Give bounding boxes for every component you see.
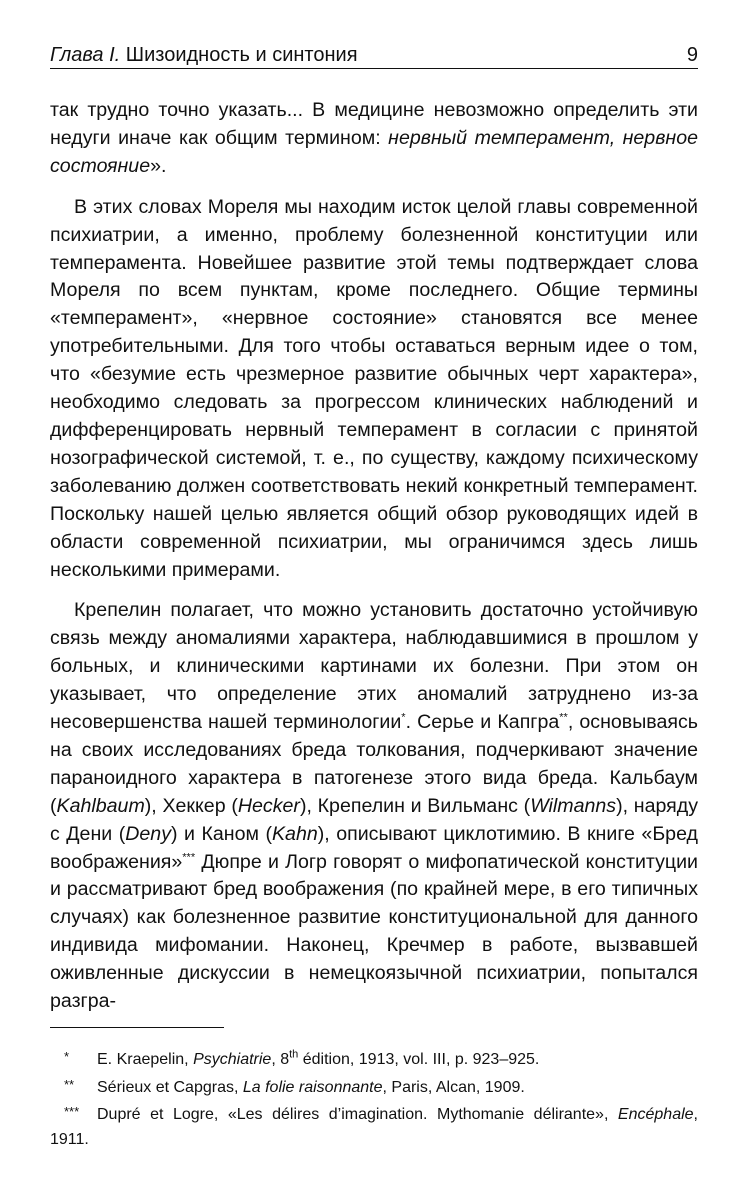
author-name-latin: Kahn — [271, 822, 318, 845]
footnote-mark: *** — [64, 1104, 80, 1119]
footnote-2 — [50, 1073, 698, 1101]
footnote-text: , Paris, Alcan, 1909. — [382, 1078, 525, 1096]
footnote-divider — [50, 1027, 224, 1028]
footnote-ref-2[interactable]: ** — [559, 711, 568, 724]
paragraph-3-text: Крепелин полагает, что можно установить достаточно устойчивую связь между аномалиями характера, наблюдавшимися в прошлом у больных, и клиническими картинами их болезни. При этом он указывает, что определение этих аномалий затруднено из-за несовершенства нашей терминологии — [50, 599, 698, 734]
paragraph-3-text: ), описывают циклотимию. В книге «Бред воображения» — [50, 822, 698, 873]
italic-phrase: нервный темперамент, нервное состояние — [50, 126, 699, 177]
footnote-text: , 1911. — [50, 1106, 698, 1148]
chapter-label: Глава I. — [50, 44, 121, 66]
footnote-ref-1[interactable]: * — [401, 711, 406, 724]
footnote-3 — [50, 1100, 698, 1152]
footnote-journal-title: Encéphale — [617, 1106, 694, 1123]
paragraph-3-text: Дюпре и Логр говорят о мифопатической конституции и рассматривают бред воображения (по крайней мере, в его типичных случаях) как болезненное развитие конституциональной для данного индивида мифомании. Наконец, Кречмер в работе, вызвавшей оживленные дискуссии в немецкоязычной психиатрии, попытался разгра- — [50, 850, 698, 1013]
footnote-book-title: Psychiatrie — [193, 1051, 272, 1068]
paragraph-1 — [50, 97, 698, 181]
author-name-latin: Hecker — [237, 794, 300, 817]
footnote-text: , 8 — [271, 1051, 290, 1068]
footnotes — [50, 1045, 698, 1152]
footnote-1 — [50, 1045, 698, 1073]
footnote-text: édition, 1913, vol. III, p. 923–925. — [298, 1051, 540, 1068]
author-name-latin: Wilmanns — [530, 794, 617, 817]
author-name-latin: Kahlbaum — [56, 794, 145, 817]
paragraph-1-text: так трудно точно указать... В медицине невозможно определить эти недуги иначе как общим термином: — [50, 99, 698, 149]
paragraph-3-text: ) и Каном ( — [171, 822, 272, 845]
paragraph-3-text: ), Хеккер ( — [144, 794, 238, 817]
chapter-heading — [50, 44, 358, 67]
ordinal-suffix: th — [289, 1048, 299, 1061]
chapter-title: Шизоидность и синтония — [125, 44, 358, 66]
author-name-latin: Deny — [125, 822, 171, 845]
footnote-text: Dupré et Logre, «Les délires d’imagination. Mythomanie délirante», — [97, 1106, 618, 1123]
footnote-book-title: La folie raisonnante — [242, 1078, 383, 1096]
footnote-mark: * — [64, 1049, 70, 1064]
footnote-text: E. Kraepelin, — [97, 1051, 194, 1068]
footnote-ref-3[interactable]: *** — [182, 851, 196, 864]
paragraph-3-text: ), Крепелин и Вильманс ( — [299, 794, 531, 817]
paragraph-2: В этих словах Мореля мы находим исток целой главы современной психиатрии, а именно, проблему болезненной конституции или темперамента. Новейшее развитие этой темы подтверждает слова Мореля по всем пунктам, кроме последнего. Общие термины «темперамент», «нервное состояние» становятся все менее употребительными. Для того чтобы оставаться верным идее о том, что «безумие есть чрезмерное развитие обычных черт характера», необходимо следовать за прогрессом клинических наблюдений и дифференцировать нервный темперамент в согласии с принятой нозографической системой, т. е., по существу, каждому психическому заболеванию должен соответствовать некий конкретный темперамент. Поскольку нашей целью является общий обзор руководящих идей в области современной психиатрии, мы ограничимся здесь лишь несколькими примерами. — [50, 195, 698, 581]
paragraph-3-text: , основываясь на своих исследованиях бреда толкования, подчеркивают значение параноидного характера в патогенезе этого вида бреда. Кальбаум ( — [50, 711, 698, 817]
footnote-mark: ** — [64, 1076, 75, 1092]
main-text — [50, 97, 698, 1016]
paragraph-1-end: ». — [150, 154, 167, 177]
paragraph-3-text: . Серье и Капгра — [405, 711, 560, 734]
paragraph-3 — [50, 597, 698, 1016]
running-header — [50, 44, 698, 69]
page-number: 9 — [686, 44, 698, 66]
footnote-text: Sérieux et Capgras, — [97, 1078, 243, 1096]
paragraph-3-text: ), наряду с Дени ( — [50, 794, 698, 845]
